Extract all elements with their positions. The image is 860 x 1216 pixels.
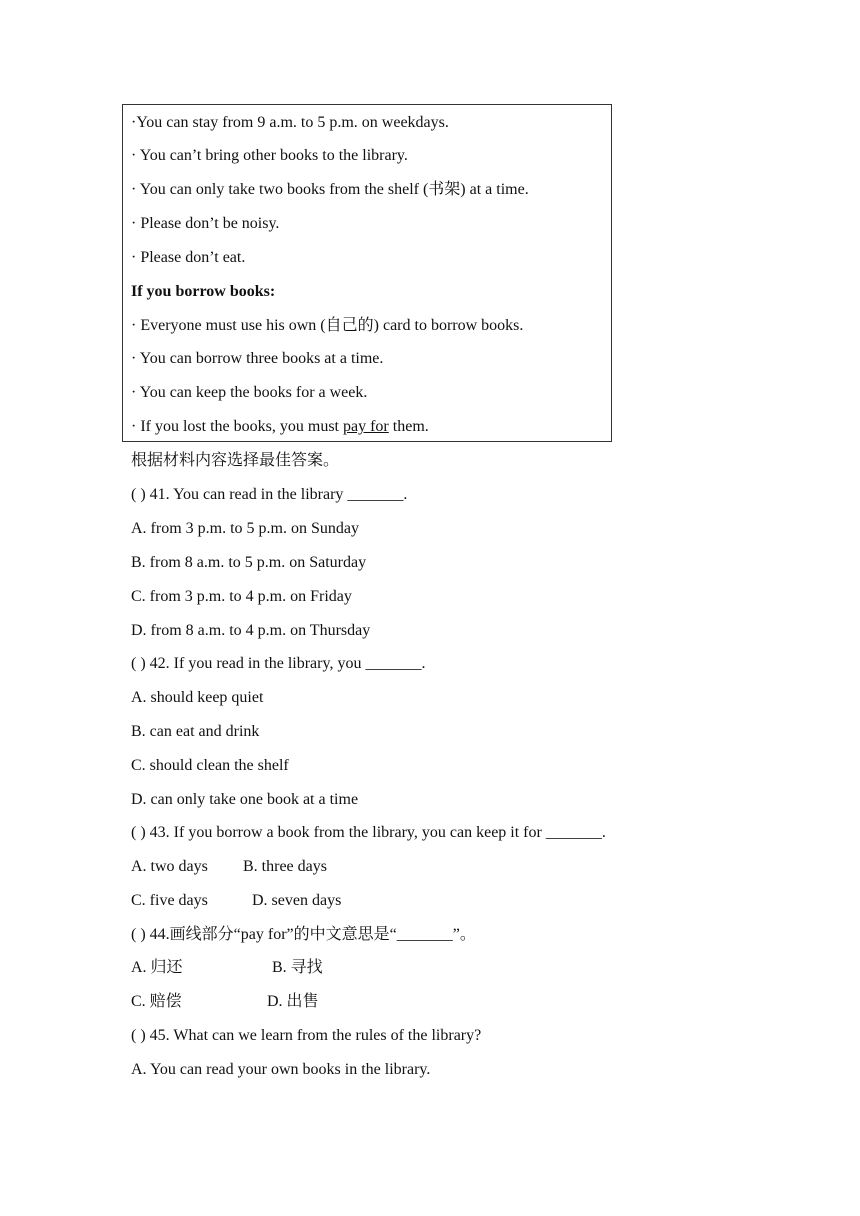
underlined-pay-for: pay for — [343, 418, 389, 435]
question-41-option-b: B. from 8 a.m. to 5 p.m. on Saturday — [131, 554, 367, 571]
question-43-options-row-2 — [131, 891, 342, 911]
rule-lost-books — [131, 417, 429, 437]
question-43-option-d: D. seven days — [252, 892, 342, 909]
rule-keep-week: · You can keep the books for a week. — [131, 384, 368, 401]
question-44-option-a: A. 归还 — [131, 959, 183, 976]
question-43-options-row-1 — [131, 857, 327, 877]
question-44-option-b: B. 寻找 — [272, 959, 323, 976]
question-44-option-d: D. 出售 — [267, 993, 319, 1010]
question-41-option-d: D. from 8 a.m. to 4 p.m. on Thursday — [131, 622, 371, 639]
question-43-option-a: A. two days — [131, 858, 208, 875]
rule-lost-suffix: them. — [388, 418, 429, 435]
rule-three-books: · You can borrow three books at a time. — [131, 350, 384, 367]
question-41-option-c: C. from 3 p.m. to 4 p.m. on Friday — [131, 588, 352, 605]
question-42-option-a: A. should keep quiet — [131, 689, 264, 706]
rule-no-other-books: · You can’t bring other books to the library. — [131, 147, 408, 164]
question-44-options-row-1 — [131, 958, 323, 978]
borrow-heading: If you borrow books: — [131, 283, 276, 300]
rule-lost-prefix: · If you lost the books, you must — [131, 418, 343, 435]
question-43-option-c: C. five days — [131, 892, 208, 909]
question-42-stem: ( ) 42. If you read in the library, you _______. — [131, 655, 426, 672]
question-42-option-b: B. can eat and drink — [131, 723, 260, 740]
question-45-stem: ( ) 45. What can we learn from the rules of the library? — [131, 1027, 482, 1044]
question-43-option-b: B. three days — [243, 858, 327, 875]
question-44-option-c: C. 赔偿 — [131, 993, 182, 1010]
rule-stay-hours: ·You can stay from 9 a.m. to 5 p.m. on weekdays. — [131, 114, 449, 131]
rule-no-noise: · Please don’t be noisy. — [131, 215, 280, 232]
question-45-option-a: A. You can read your own books in the library. — [131, 1061, 431, 1078]
rule-own-card: · Everyone must use his own (自己的) card to borrow books. — [131, 317, 524, 334]
question-41-option-a: A. from 3 p.m. to 5 p.m. on Sunday — [131, 520, 359, 537]
question-41-stem: ( ) 41. You can read in the library _______. — [131, 486, 408, 503]
question-43-stem: ( ) 43. If you borrow a book from the library, you can keep it for _______. — [131, 824, 606, 841]
question-42-option-d: D. can only take one book at a time — [131, 791, 359, 808]
question-44-options-row-2 — [131, 992, 319, 1012]
instruction: 根据材料内容选择最佳答案。 — [131, 452, 340, 469]
rule-no-eating: · Please don’t eat. — [131, 249, 246, 266]
question-44-stem: ( ) 44.画线部分“pay for”的中文意思是“_______”。 — [131, 926, 476, 943]
rule-shelf-limit: · You can only take two books from the shelf (书架) at a time. — [131, 181, 529, 198]
question-42-option-c: C. should clean the shelf — [131, 757, 289, 774]
